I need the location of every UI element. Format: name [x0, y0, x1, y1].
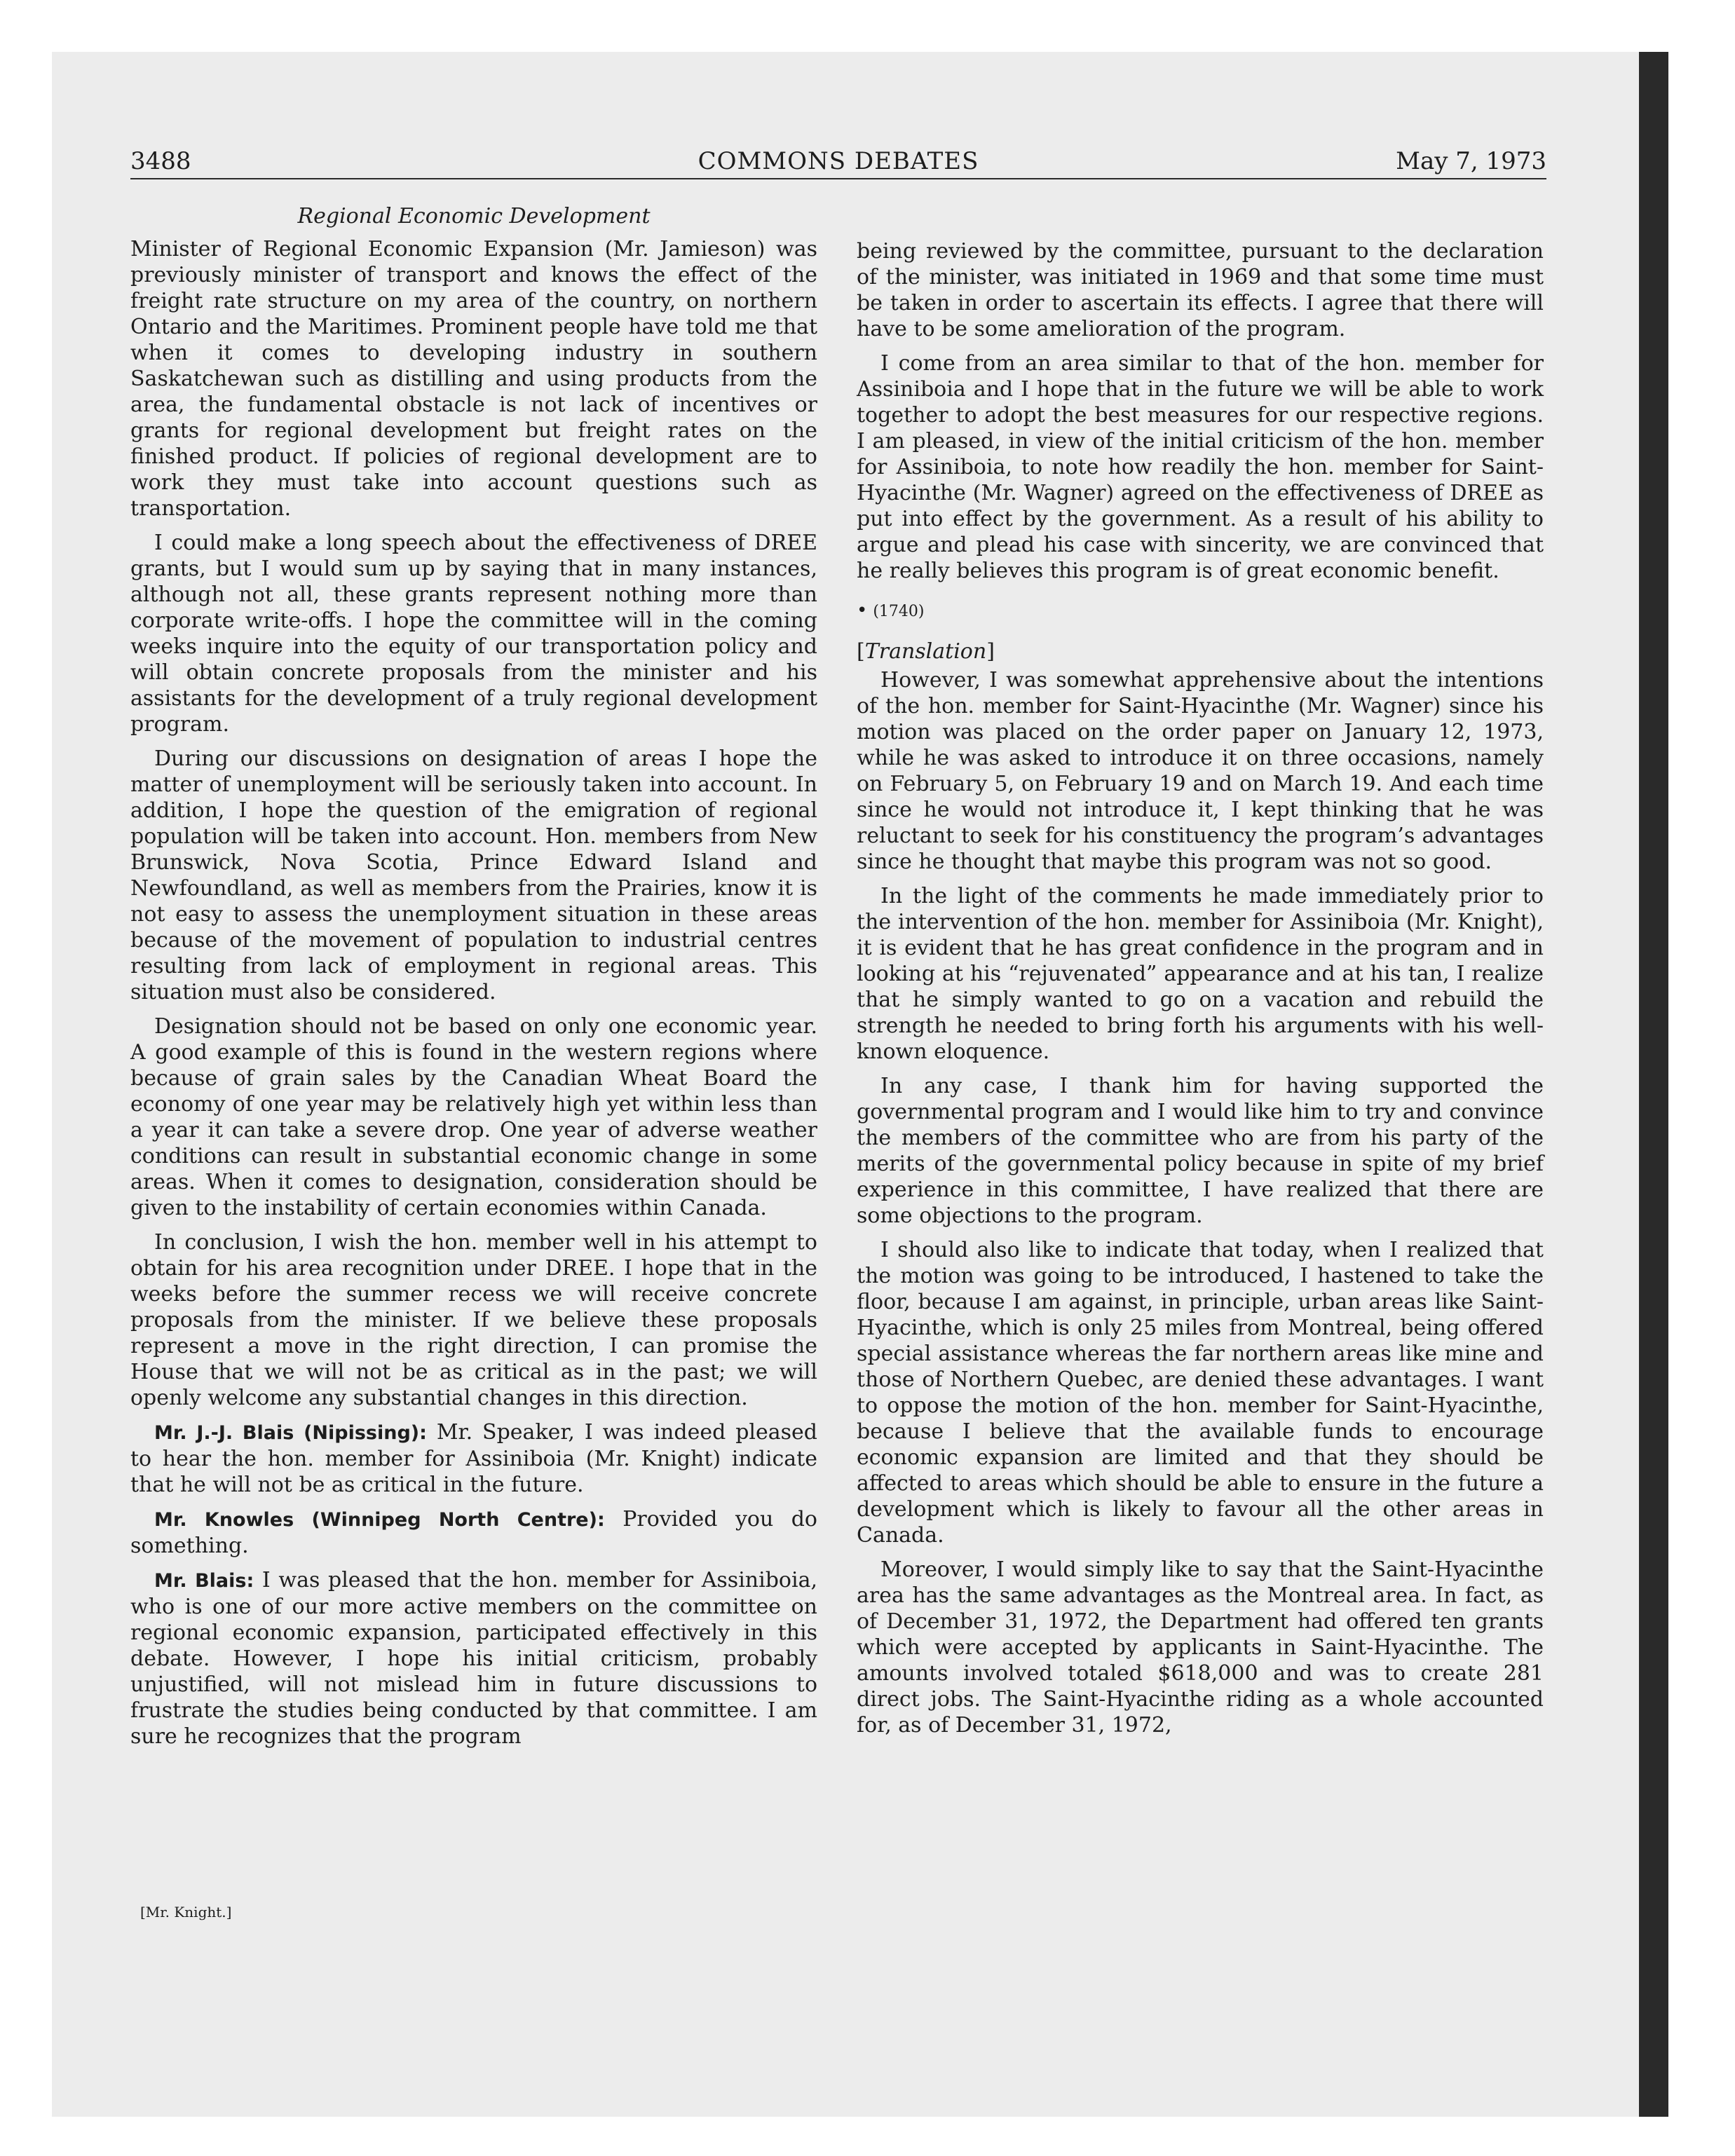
speaker-name: Mr. J.-J. Blais (Nipissing):	[154, 1422, 427, 1444]
time-stamp: (1740)	[873, 603, 925, 620]
bracket-open: [	[857, 639, 865, 664]
paragraph: In conclusion, I wish the hon. member well in his attempt to obtain for his area recognition under DREE. I hope that in the weeks before the summer recess we will receive concrete proposals from the minister. If we believe these proposals represent a move in the right direction, I can promise the House that we will not be as critical as in the past; we will openly welcome any substantial changes in this direction.	[130, 1230, 817, 1410]
paragraph: Minister of Regional Economic Expansion (Mr. Jamieson) was previously minister of transport and knows the effect of the freight rate structure on my area of the country, on northern Ontario and the Maritimes. Prominent people have told me that when it comes to developing industry in southern Saskatchewan such as distilling and using products from the area, the fundamental obstacle is not lack of incentives or grants for regional development but freight rates on the finished product. If policies of regional development are to work they must take into account questions such as transportation.	[130, 237, 817, 521]
speaker-footnote: [Mr. Knight.]	[140, 1904, 232, 1920]
time-marker	[857, 598, 1544, 625]
speech-blais-2	[130, 1567, 817, 1749]
paragraph: I come from an area similar to that of the hon. member for Assiniboia and I hope that in the future we will be able to work together to adopt the best measures for our respective regions. I am pleased, in view of the initial criticism of the hon. member for Assiniboia, to note how readily the hon. member for Saint-Hyacinthe (Mr. Wagner) agreed on the effectiveness of DREE as put into effect by the government. As a result of his ability to argue and plead his case with sincerity, we are convinced that he really believes this program is of great economic benefit.	[857, 351, 1544, 583]
translation-text: Translation	[864, 639, 987, 664]
paragraph: Moreover, I would simply like to say that the Saint-Hyacinthe area has the same advantages as the Montreal area. In fact, as of December 31, 1972, the Department had offered ten grants which were accepted by applicants in Saint-Hyacinthe. The amounts involved totaled $618,000 and was to create 281 direct jobs. The Saint-Hyacinthe riding as a whole accounted for, as of December 31, 1972,	[857, 1557, 1544, 1738]
bullet-icon: •	[857, 600, 868, 621]
section-title: Regional Economic Development	[297, 204, 651, 228]
bracket-close: ]	[986, 639, 995, 664]
scan-edge-bar	[1639, 52, 1668, 2117]
paragraph: I could make a long speech about the effectiveness of DREE grants, but I would sum up by saying that in many instances, although not all, these grants represent nothing more than corporate write-offs. I hope the committee will in the coming weeks inquire into the equity of our transportation policy and will obtain concrete proposals from the minister and his assistants for the development of a truly regional development program.	[130, 531, 817, 737]
paragraph: In any case, I thank him for having supported the governmental program and I would like him to try and convince the members of the committee who are from his party of the merits of the governmental policy because in spite of my brief experience in this committee, I have realized that there are some objections to the program.	[857, 1074, 1544, 1228]
speaker-name: Mr. Blais:	[154, 1570, 254, 1592]
publication-date: May 7, 1973	[1396, 147, 1546, 175]
paragraph: In the light of the comments he made immediately prior to the intervention of the hon. member for Assiniboia (Mr. Knight), it is evident that he has great confidence in the program and in looking at his “rejuvenated” appearance and at his tan, I realize that he simply wanted to go on a vacation and rebuild the strength he needed to bring forth his arguments with his well-known eloquence.	[857, 884, 1544, 1064]
translation-label	[857, 639, 1544, 664]
page-number: 3488	[130, 147, 191, 175]
speech-blais	[130, 1419, 817, 1498]
speaker-name: Mr. Knowles (Winnipeg North Centre):	[154, 1509, 605, 1531]
speech-text: Provided you do something.	[130, 1507, 817, 1558]
left-column	[130, 203, 817, 1758]
page-header	[130, 146, 1546, 179]
publication-title: COMMONS DEBATES	[698, 147, 979, 175]
speech-text: I was pleased that the hon. member for Assiniboia, who is one of our more active members on the committee on regional economic expansion, participated effectively in this debate. However, I hope his initial criticism, probably unjustified, will not mislead him in future discussions to frustrate the studies being conducted by that committee. I am sure he recognizes that the program	[130, 1568, 817, 1749]
paragraph: I should also like to indicate that today, when I realized that the motion was going to be introduced, I hastened to take the floor, because I am against, in principle, urban areas like Saint-Hyacinthe, which is only 25 miles from Montreal, being offered special assistance whereas the far northern areas like mine and those of Northern Quebec, are denied these advantages. I want to oppose the motion of the hon. member for Saint-Hyacinthe, because I believe that the available funds to encourage economic expansion are limited and that they should be affected to areas which should be able to ensure in the future a development which is likely to favour all the other areas in Canada.	[857, 1238, 1544, 1548]
paragraph: being reviewed by the committee, pursuant to the declaration of the minister, was initiated in 1969 and that some time must be taken in order to ascertain its effects. I agree that there will have to be some amelioration of the program.	[857, 239, 1544, 341]
right-column	[857, 238, 1544, 1747]
speech-knowles	[130, 1506, 817, 1559]
paragraph: However, I was somewhat apprehensive about the intentions of the hon. member for Saint-Hyacinthe (Mr. Wagner) since his motion was placed on the order paper on January 12, 1973, while he was asked to introduce it on three occasions, namely on February 5, on February 19 and on March 19. And each time since he would not introduce it, I kept thinking that he was reluctant to seek for his constituency the program’s advantages since he thought that maybe this program was not so good.	[857, 668, 1544, 874]
speech-text: Mr. Speaker, I was indeed pleased to hear the hon. member for Assiniboia (Mr. Knight) indicate that he will not be as critical in the future.	[130, 1420, 817, 1497]
paragraph: During our discussions on designation of areas I hope the matter of unemployment will be seriously taken into account. In addition, I hope the question of the emigration of regional population will be taken into account. Hon. members from New Brunswick, Nova Scotia, Prince Edward Island and Newfoundland, as well as members from the Prairies, know it is not easy to assess the unemployment situation in these areas because of the movement of population to industrial centres resulting from lack of employment in regional areas. This situation must also be considered.	[130, 746, 817, 1004]
paragraph: Designation should not be based on only one economic year. A good example of this is found in the western regions where because of grain sales by the Canadian Wheat Board the economy of one year may be relatively high yet within less than a year it can take a severe drop. One year of adverse weather conditions can result in substantial economic change in some areas. When it comes to designation, consideration should be given to the instability of certain economies within Canada.	[130, 1014, 817, 1220]
